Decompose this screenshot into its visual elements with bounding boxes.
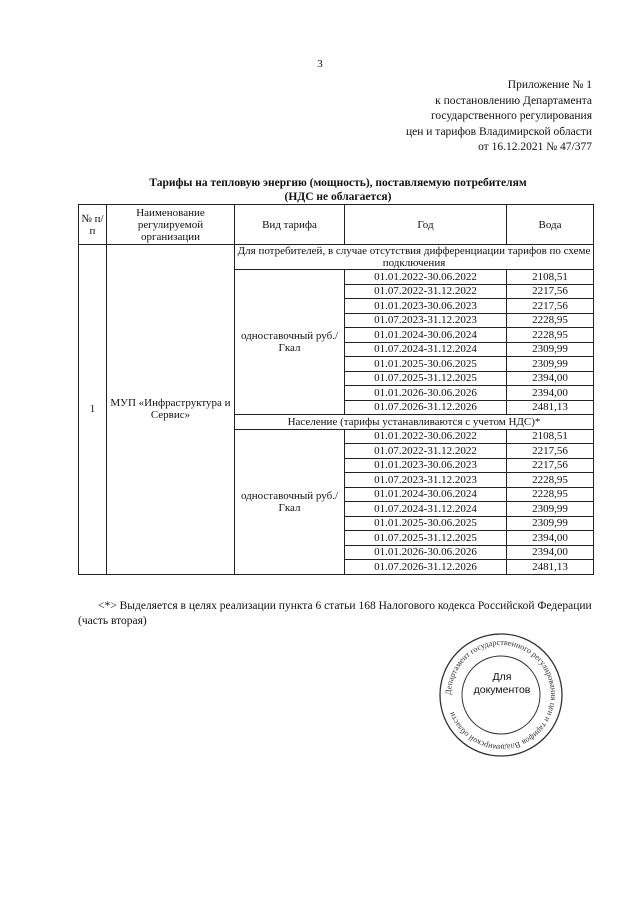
header-row [79,205,594,245]
tariff-value-cell: 2228,95 [507,487,594,502]
period-cell: 01.01.2023-30.06.2023 [345,299,507,314]
tariff-value-cell: 2394,00 [507,371,594,386]
organization-name: МУП «Инфраструктура и Сервис» [107,245,235,575]
period-cell: 01.01.2023-30.06.2023 [345,458,507,473]
tariff-type-cell: одноставочный руб./Гкал [235,270,345,415]
period-cell: 01.07.2022-31.12.2022 [345,284,507,299]
appendix-line: государственного регулирования [430,110,592,122]
tariff-value-cell: 2108,51 [507,429,594,444]
column-header-number: № п/п [79,205,107,245]
tariff-value-cell: 2309,99 [507,516,594,531]
period-cell: 01.07.2026-31.12.2026 [345,400,507,415]
period-cell: 01.07.2024-31.12.2024 [345,502,507,517]
appendix-block [406,78,592,156]
tariff-type-cell: одноставочный руб./Гкал [235,429,345,574]
stamp-center-text [470,671,534,697]
tariff-value-cell: 2481,13 [507,560,594,575]
period-cell: 01.07.2025-31.12.2025 [345,371,507,386]
period-cell: 01.01.2022-30.06.2022 [345,429,507,444]
tariff-value-cell: 2217,56 [507,458,594,473]
tariff-value-cell: 2394,00 [507,531,594,546]
page-number: 3 [317,58,323,70]
tariff-value-cell: 2228,95 [507,473,594,488]
appendix-line: цен и тарифов Владимирской области [405,125,592,138]
period-cell: 01.01.2024-30.06.2024 [345,328,507,343]
tariff-value-cell: 2394,00 [507,545,594,560]
document-title [78,176,598,204]
period-cell: 01.07.2023-31.12.2023 [345,473,507,488]
period-cell: 01.01.2026-30.06.2026 [345,545,507,560]
section-header: Для потребителей, в случае отсутствия дифференциации тарифов по схеме подключения [235,245,594,270]
section-header-row [79,245,594,270]
period-cell: 01.07.2026-31.12.2026 [345,560,507,575]
svg-text:Департамент государственного р: Департамент государственного регулирования цен и тарифов Владимирской области [443,637,559,753]
period-cell: 01.01.2026-30.06.2026 [345,386,507,401]
tariff-value-cell: 2309,99 [507,342,594,357]
appendix-line: к постановлению Департамента [435,94,592,107]
appendix-line: Приложение № 1 [507,79,592,91]
appendix-line: от 16.12.2021 № 47/377 [478,141,592,153]
tariff-value-cell: 2309,99 [507,357,594,372]
stamp-center-line: Для [492,671,512,683]
section-header: Население (тарифы устанавливаются с учетом НДС)* [235,415,594,430]
period-cell: 01.01.2024-30.06.2024 [345,487,507,502]
period-cell: 01.01.2022-30.06.2022 [345,270,507,285]
stamp-center-line: документов [473,684,531,696]
tariff-table-body [79,205,594,575]
period-cell: 01.07.2025-31.12.2025 [345,531,507,546]
tariff-value-cell: 2394,00 [507,386,594,401]
tariff-value-cell: 2217,56 [507,284,594,299]
column-header-water: Вода [507,205,594,245]
tariff-value-cell: 2481,13 [507,400,594,415]
period-cell: 01.07.2024-31.12.2024 [345,342,507,357]
period-cell: 01.01.2025-30.06.2025 [345,357,507,372]
tariff-table [78,204,594,575]
tariff-value-cell: 2228,95 [507,328,594,343]
period-cell: 01.07.2023-31.12.2023 [345,313,507,328]
period-cell: 01.01.2025-30.06.2025 [345,516,507,531]
document-title-line: (НДС не облагается) [284,191,392,203]
tariff-value-cell: 2309,99 [507,502,594,517]
tariff-value-cell: 2217,56 [507,299,594,314]
row-number: 1 [79,245,107,575]
column-header-organization: Наименование регулируемой организации [107,205,235,245]
tariff-value-cell: 2108,51 [507,270,594,285]
column-header-tariff-type: Вид тарифа [235,205,345,245]
period-cell: 01.07.2022-31.12.2022 [345,444,507,459]
tariff-value-cell: 2228,95 [507,313,594,328]
column-header-year: Год [345,205,507,245]
document-title-line: Тарифы на тепловую энергию (мощность), поставляемую потребителям [149,177,527,189]
tariff-value-cell: 2217,56 [507,444,594,459]
footnote: <*> Выделяется в целях реализации пункта 6 статьи 168 Налогового кодекса Российской Федерации (часть вторая) [78,600,592,627]
